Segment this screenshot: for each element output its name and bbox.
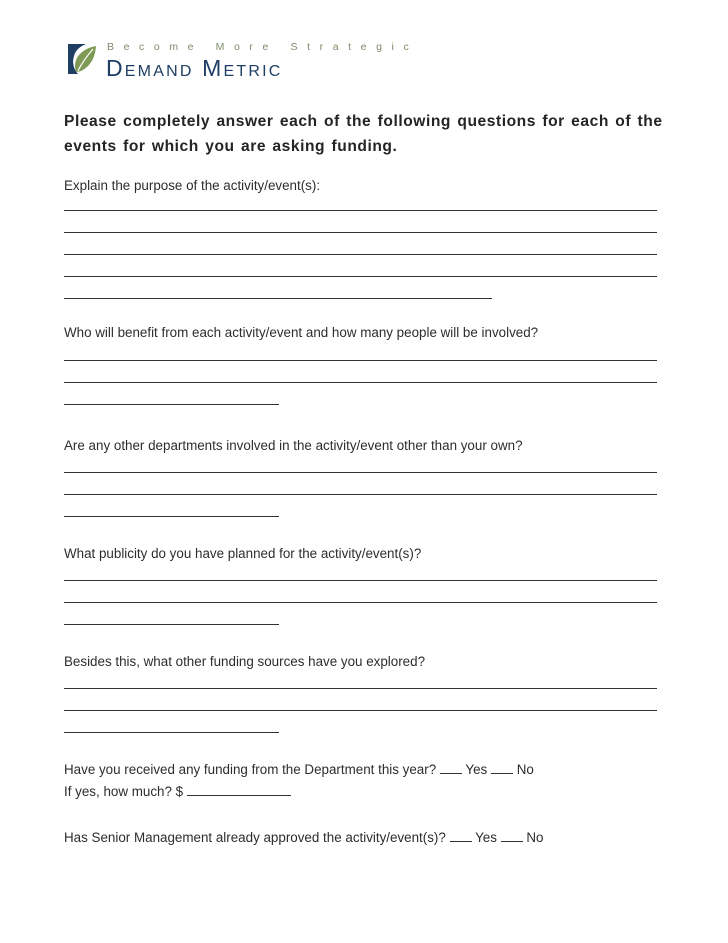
question-text: If yes, how much? $ <box>64 784 184 799</box>
question-how-much <box>64 784 291 799</box>
no-label: No <box>526 830 544 845</box>
answer-line[interactable] <box>64 404 279 405</box>
amount-blank[interactable] <box>187 784 291 796</box>
yes-label: Yes <box>475 830 497 845</box>
question-benefit: Who will benefit from each activity/event and how many people will be involved? <box>64 325 539 340</box>
answer-line[interactable] <box>64 516 279 517</box>
answer-line[interactable] <box>64 298 492 299</box>
answer-line[interactable] <box>64 688 657 689</box>
question-text: Has Senior Management already approved the activity/event(s)? <box>64 830 446 845</box>
no-blank[interactable] <box>501 830 523 842</box>
brand-name: Demand Metric <box>106 55 283 81</box>
answer-line[interactable] <box>64 254 657 255</box>
answer-line[interactable] <box>64 360 657 361</box>
yes-blank[interactable] <box>440 762 462 774</box>
answer-line[interactable] <box>64 710 657 711</box>
answer-line[interactable] <box>64 276 657 277</box>
tagline: Become More Strategic <box>107 41 419 53</box>
question-approved <box>64 830 544 845</box>
answer-line[interactable] <box>64 494 657 495</box>
question-purpose: Explain the purpose of the activity/event(s): <box>64 178 321 193</box>
yes-label: Yes <box>465 762 488 777</box>
answer-line[interactable] <box>64 472 657 473</box>
no-label: No <box>516 762 534 777</box>
company-logo <box>64 38 419 81</box>
no-blank[interactable] <box>491 762 513 774</box>
question-funding-sources: Besides this, what other funding sources have you explored? <box>64 654 426 669</box>
yes-blank[interactable] <box>450 830 472 842</box>
answer-line[interactable] <box>64 624 279 625</box>
answer-line[interactable] <box>64 232 657 233</box>
answer-line[interactable] <box>64 580 657 581</box>
question-text: Have you received any funding from the Department this year? <box>64 762 437 777</box>
question-received-funding <box>64 762 534 777</box>
demand-metric-leaf-icon <box>64 42 98 76</box>
answer-line[interactable] <box>64 732 279 733</box>
question-publicity: What publicity do you have planned for the activity/event(s)? <box>64 546 422 561</box>
answer-line[interactable] <box>64 602 657 603</box>
question-departments: Are any other departments involved in the activity/event other than your own? <box>64 438 523 453</box>
answer-line[interactable] <box>64 382 657 383</box>
instructions-heading: Please completely answer each of the following questions for each of the events for which you are asking funding. <box>64 113 663 155</box>
answer-line[interactable] <box>64 210 657 211</box>
